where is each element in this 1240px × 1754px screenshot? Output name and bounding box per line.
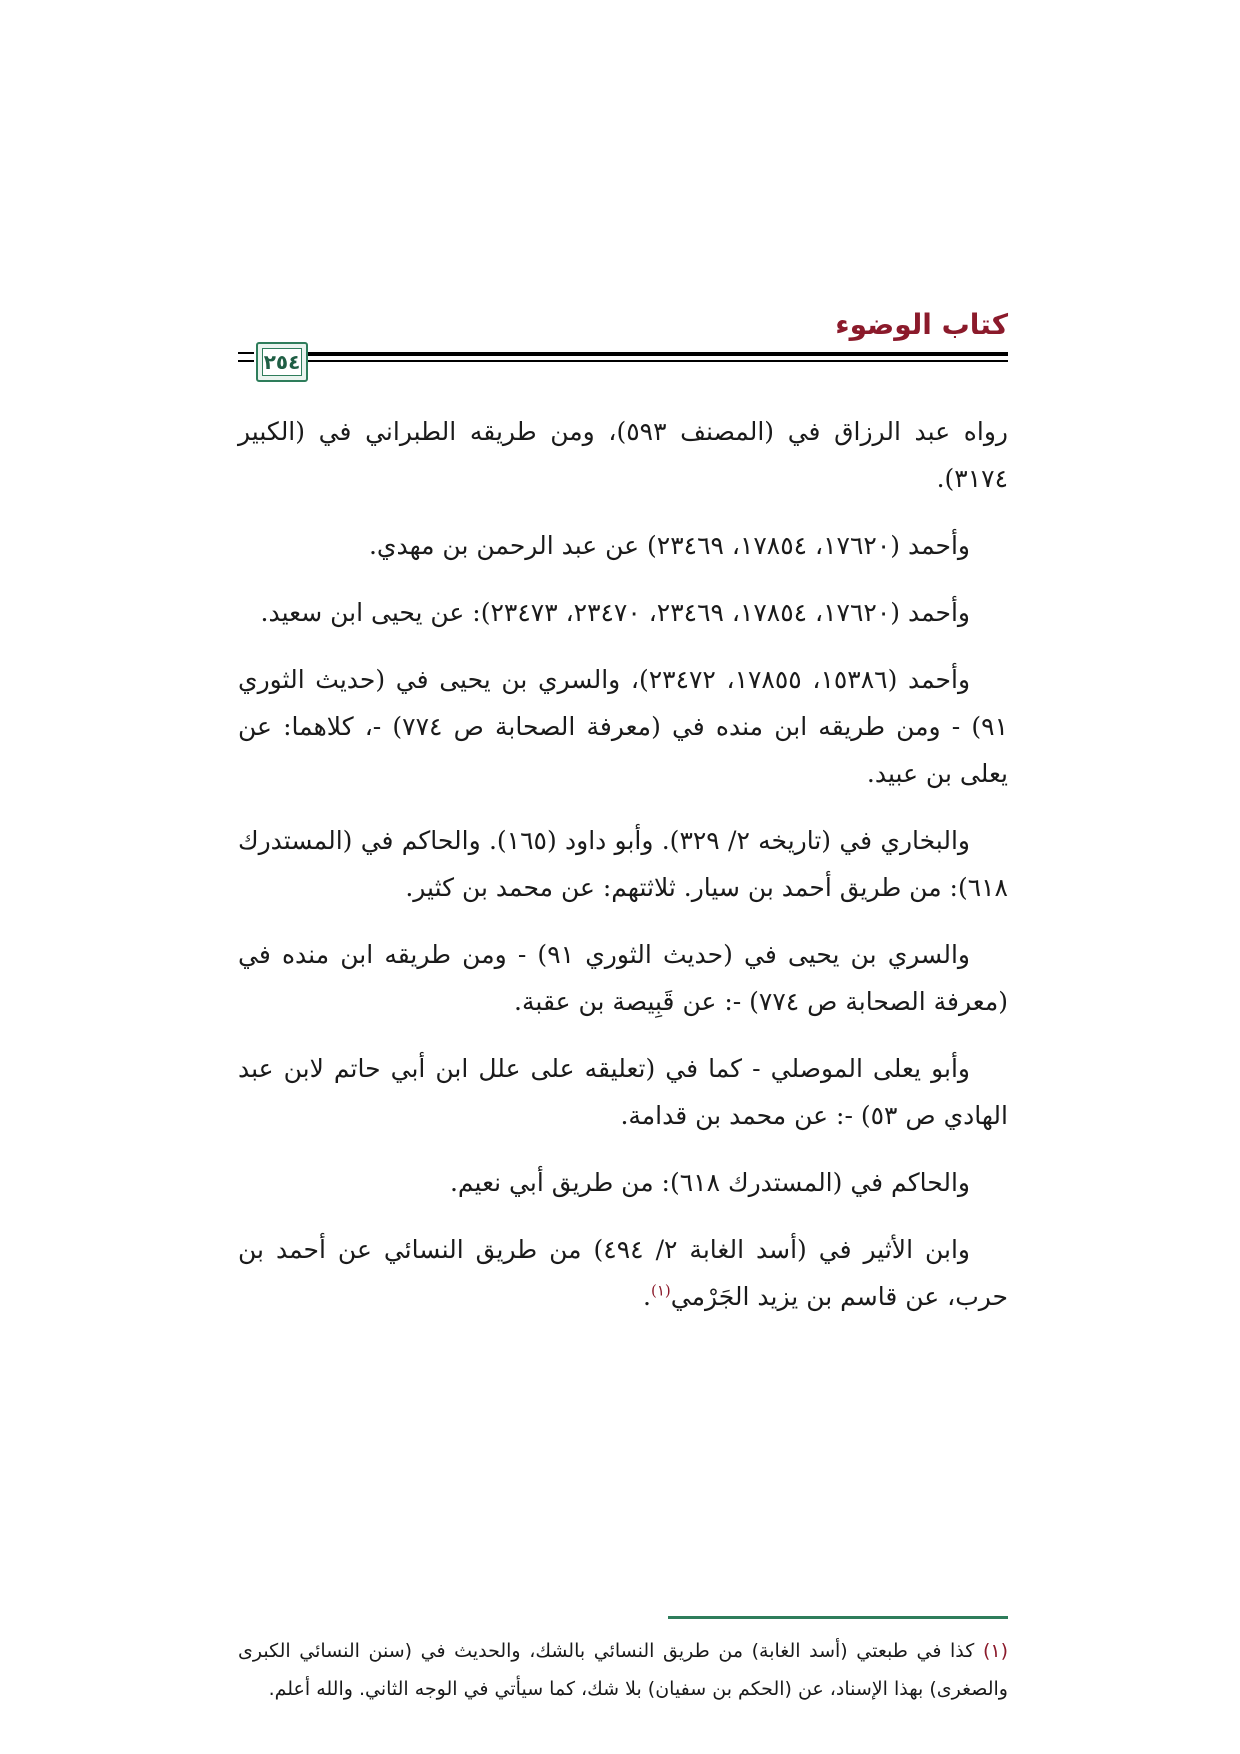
page-number: ٢٥٤ <box>263 350 301 374</box>
footnote-separator <box>668 1616 1008 1619</box>
paragraph-4: وأحمد (١٥٣٨٦، ١٧٨٥٥، ٢٣٤٧٢)، والسري بن يحيى في (حديث الثوري ٩١) - ومن طريقه ابن منده في (معرفة الصحابة ص ٧٧٤) -، كلاهما: عن يعلى بن عبيد. <box>238 665 1008 788</box>
header-rule-thin <box>298 360 1008 362</box>
paragraph-9-end: . <box>643 1282 651 1311</box>
paragraph-8: والحاكم في (المستدرك ٦١٨): من طريق أبي نعيم. <box>449 1168 970 1197</box>
footnote-text: كذا في طبعتي (أسد الغابة) من طريق النسائي بالشك، والحديث في (سنن النسائي الكبرى والصغرى) بهذا الإسناد، عن (الحكم بن سفيان) بلا شك، كما سيأتي في الوجه الثاني. والله أعلم. <box>238 1640 1008 1700</box>
book-title: كتاب الوضوء <box>835 308 1008 341</box>
paragraph-3: وأحمد (١٧٦٢٠، ١٧٨٥٤، ٢٣٤٦٩، ٢٣٤٧٠، ٢٣٤٧٣): عن يحيى ابن سعيد. <box>260 598 970 627</box>
header-rule-left-bottom <box>238 360 254 362</box>
footnote-marker[interactable]: (١) <box>650 1281 671 1300</box>
paragraph-2: وأحمد (١٧٦٢٠، ١٧٨٥٤، ٢٣٤٦٩) عن عبد الرحمن بن مهدي. <box>368 531 970 560</box>
header-rule-left-top <box>238 352 254 354</box>
paragraph-5: والبخاري في (تاريخه ٢/ ٣٢٩). وأبو داود (١٦٥). والحاكم في (المستدرك ٦١٨): من طريق أحمد بن سيار. ثلاثتهم: عن محمد بن كثير. <box>238 826 1008 902</box>
paragraph-6: والسري بن يحيى في (حديث الثوري ٩١) - ومن طريقه ابن منده في (معرفة الصحابة ص ٧٧٤) -: عن قَبِيصة بن عقبة. <box>238 940 1008 1016</box>
footnote-number: (١) <box>982 1640 1008 1662</box>
paragraph-9-text: وابن الأثير في (أسد الغابة ٢/ ٤٩٤) من طريق النسائي عن أحمد بن حرب، عن قاسم بن يزيد الجَرْمي <box>238 1235 1008 1311</box>
paragraph-9 <box>238 1226 1008 1320</box>
page-header <box>238 308 1008 386</box>
page-number-badge <box>256 342 308 382</box>
main-text <box>238 408 1008 1340</box>
paragraph-1: رواه عبد الرزاق في (المصنف ٥٩٣)، ومن طريقه الطبراني في (الكبير ٣١٧٤). <box>238 417 1008 493</box>
paragraph-7: وأبو يعلى الموصلي - كما في (تعليقه على علل ابن أبي حاتم لابن عبد الهادي ص ٥٣) -: عن محمد بن قدامة. <box>238 1054 1008 1130</box>
footnote <box>238 1632 1008 1708</box>
header-rule-thick <box>298 352 1008 356</box>
